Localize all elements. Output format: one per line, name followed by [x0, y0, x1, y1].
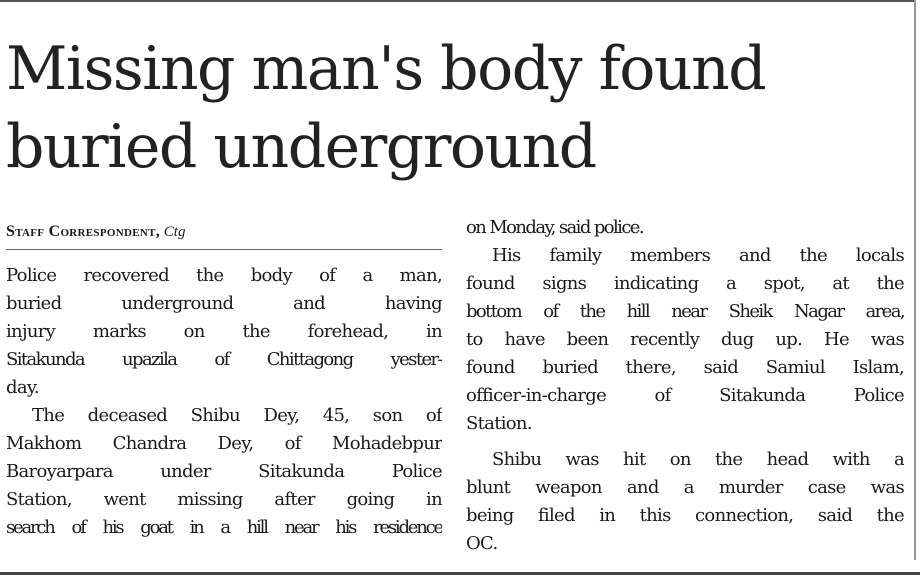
body-line: The deceased Shibu Dey, 45, son of: [32, 405, 442, 426]
body-line: found signs indicating a spot, at the: [466, 273, 904, 294]
byline-location: Ctg: [163, 224, 186, 240]
body-line: found buried there, said Samiul Islam,: [466, 357, 904, 378]
body-line: bottom of the hill near Sheik Nagar area,: [466, 301, 904, 322]
body-line: being filed in this connection, said the: [466, 505, 904, 526]
headline: [6, 30, 911, 186]
body-line: Makhom Chandra Dey, of Mohadebpur: [6, 433, 442, 454]
byline-name: Staff Correspondent,: [6, 223, 161, 240]
article-column-right: [466, 214, 904, 558]
headline-line-1: Missing man's body found: [6, 34, 766, 104]
body-line: on Monday, said police.: [466, 217, 643, 238]
body-line: Sitakunda upazila of Chittagong yester-: [6, 349, 442, 370]
body-line: Station, went missing after going in: [6, 489, 442, 510]
body-line: to have been recently dug up. He was: [466, 329, 904, 350]
byline: [6, 222, 185, 242]
body-line: day.: [6, 377, 39, 398]
top-rule: [0, 0, 916, 2]
headline-line-2: buried underground: [6, 112, 596, 182]
body-line: OC.: [466, 533, 498, 554]
article-column-left: [6, 262, 442, 542]
body-line: officer-in-charge of Sitakunda Police: [466, 385, 904, 406]
body-line: search of his goat in a hill near his residence: [6, 517, 442, 538]
bottom-rule: [0, 572, 920, 575]
right-rule: [914, 0, 916, 560]
body-line: Baroyarpara under Sitakunda Police: [6, 461, 442, 482]
body-line: His family members and the locals: [492, 245, 904, 266]
body-line: injury marks on the forehead, in: [6, 321, 442, 342]
byline-rule: [6, 249, 442, 250]
body-line: Shibu was hit on the head with a: [492, 449, 904, 470]
body-line: Police recovered the body of a man,: [6, 265, 442, 286]
body-line: buried underground and having: [6, 293, 442, 314]
body-line: blunt weapon and a murder case was: [466, 477, 904, 498]
body-line: Station.: [466, 413, 532, 434]
